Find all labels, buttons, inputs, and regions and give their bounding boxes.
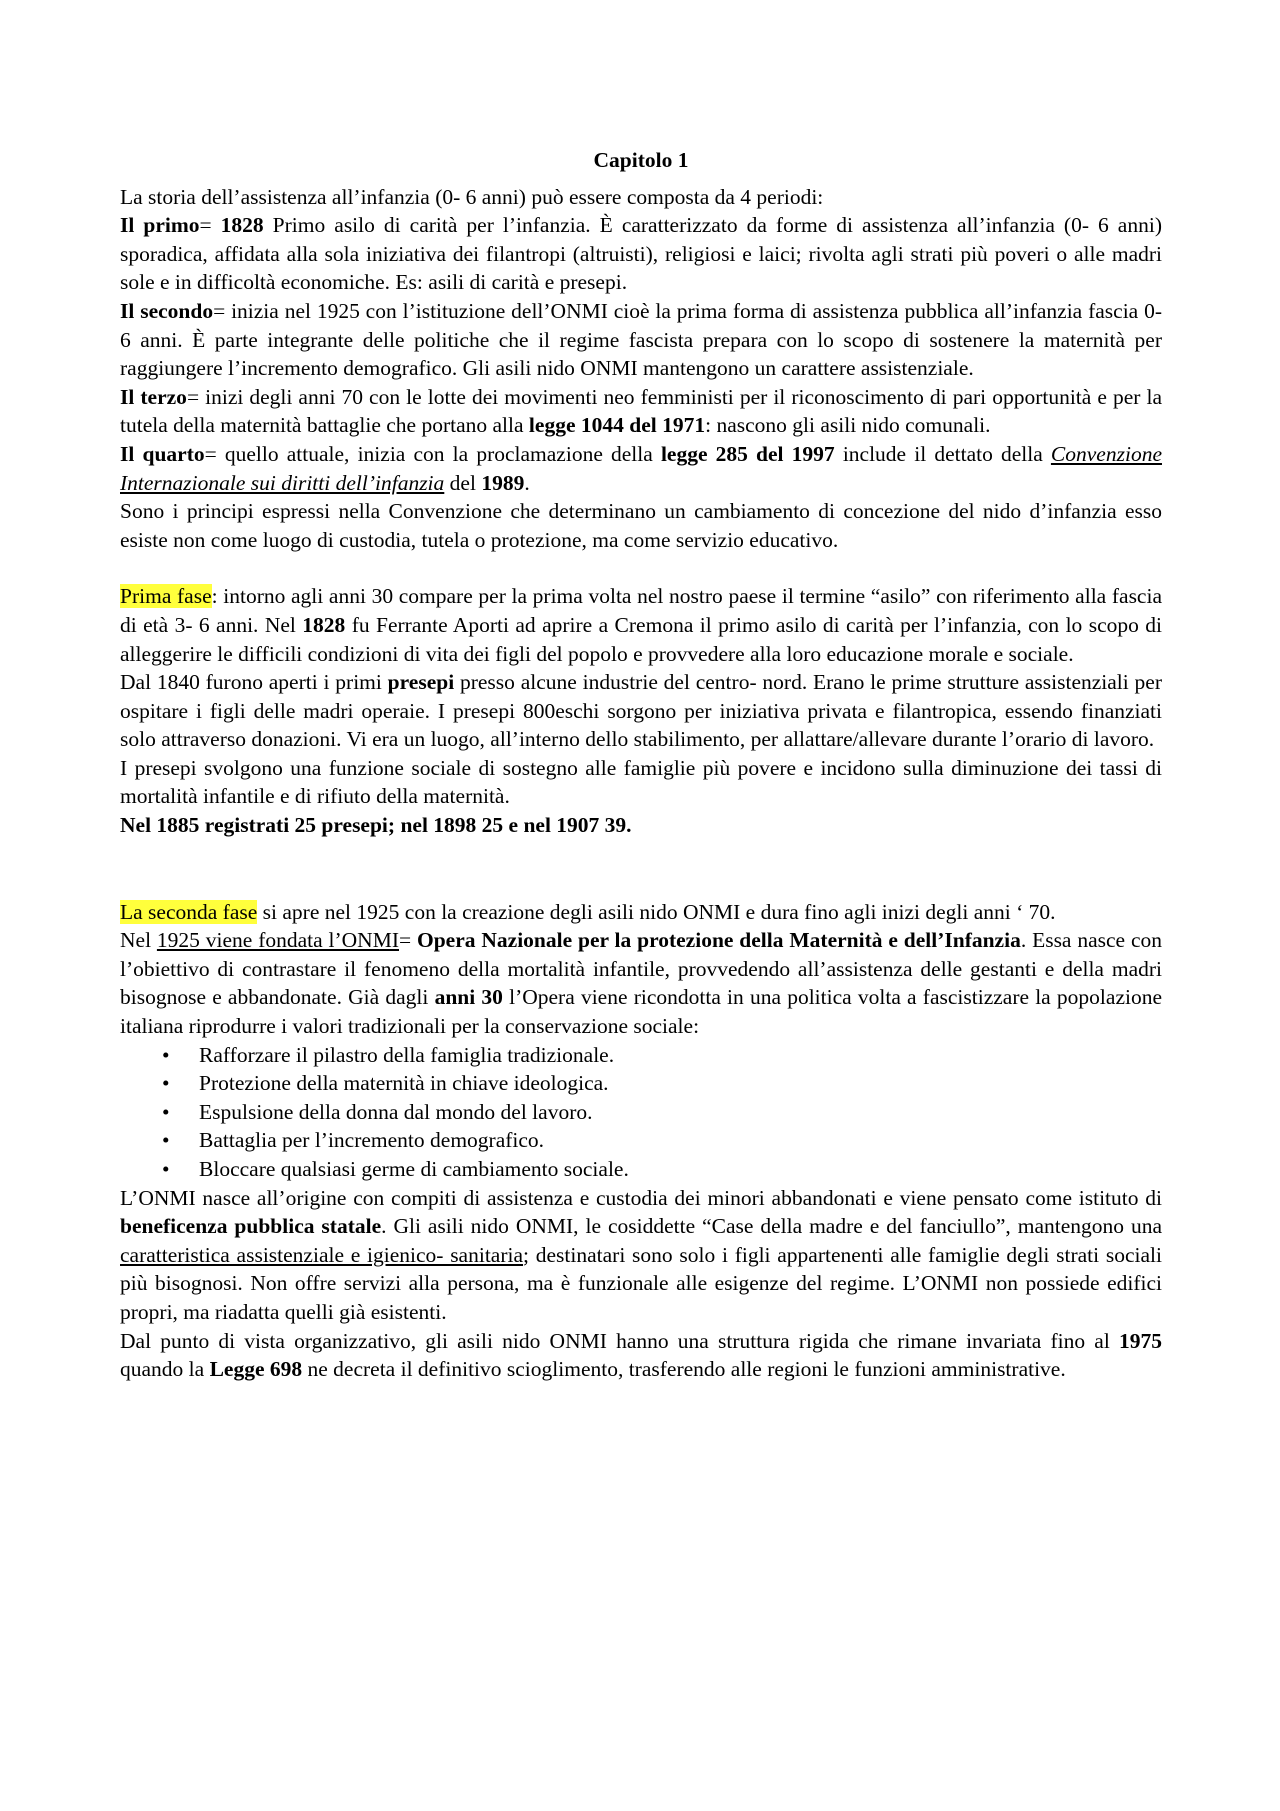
bullet-icon: • — [162, 1071, 170, 1096]
bullet-icon: • — [162, 1157, 170, 1181]
onmi-organization-paragraph: Dal punto di vista organizzativo, gli asili nido ONMI hanno una struttura rigida che rimane invariata fino al 1975 quando la Legge 698 ne decreta il definitivo scioglimento, trasferendo alle regioni le funzioni amministrative. — [120, 1328, 1162, 1382]
convention-principles-paragraph: Sono i principi espressi nella Convenzione che determinano un cambiamento di concezione del nido d’infanzia esso esiste non come luogo di custodia, tutela o protezione, ma come servizio educativo. — [120, 499, 1162, 552]
law-1044-1971: legge 1044 del 1971 — [528, 413, 706, 438]
phase-one-year: 1828 — [302, 612, 346, 637]
onmi-foundation-paragraph: Nel 1925 viene fondata l’ONMI= Opera Nazionale per la protezione della Maternità e dell’Infanzia. Essa nasce con l’obiettivo di contrastare il fenomeno della mortalità infantile, provvedendo all’assistenza delle gestanti e della madri bisognose e abbandonate. Già dagli anni 30 l’Opera viene ricondotta in una politica volta a fascistizzare la popolazione italiana riprodurre i valori tradizionali per la conservazione sociale: — [120, 928, 1162, 1039]
presepi-function-paragraph: I presepi svolgono una funzione sociale di sostegno alle famiglie più povere e incidono sulla diminuzione dei tassi di mortalità infantile e di rifiuto della maternità. — [120, 755, 1162, 809]
period-first-year: 1828 — [220, 213, 264, 238]
list-item: • Protezione della maternità in chiave ideologica. — [120, 1069, 1162, 1098]
period-fourth-label: Il quarto — [120, 441, 205, 466]
anni-30: anni 30 — [434, 985, 503, 1010]
convention-year: 1989 — [481, 470, 525, 495]
igienico-sanitaria-underline: caratteristica assistenziale e igienico- sanitaria — [120, 1242, 524, 1267]
period-fourth-paragraph: Il quarto= quello attuale, inizia con la proclamazione della legge 285 del 1997 include il dettato della Convenzione Internazionale sui diritti dell’infanzia del 1989. — [120, 441, 1162, 495]
law-698: Legge 698 — [209, 1357, 303, 1382]
chapter-title: Capitolo 1 — [593, 148, 689, 172]
phase-one-paragraph: Prima fase: intorno agli anni 30 compare per la prima volta nel nostro paese il termine “asilo” con riferimento alla fascia di età 3- 6 anni. Nel 1828 fu Ferrante Aporti ad aprire a Cremona il primo asilo di carità per l’infanzia, con lo scopo di alleggerire le difficili condizioni di vita dei figli del popolo e provvedere alla loro educazione morale e sociale. — [120, 584, 1162, 666]
list-item: • Battaglia per l’incremento demografico. — [120, 1126, 1162, 1155]
list-item: • Espulsione della donna dal mondo del lavoro. — [120, 1098, 1162, 1127]
law-285-1997: legge 285 del 1997 — [660, 441, 835, 466]
bullet-icon: • — [162, 1099, 170, 1124]
list-item: • Bloccare qualsiasi germe di cambiamento sociale. — [120, 1155, 1162, 1184]
presepi-statistics: Nel 1885 registrati 25 presepi; nel 1898 25 e nel 1907 39. — [120, 813, 632, 838]
year-1975: 1975 — [1119, 1328, 1162, 1353]
convention-title: Convenzione Internazionale sui diritti dell’infanzia — [120, 441, 1162, 495]
document-page — [120, 146, 1162, 1384]
period-third-label: Il terzo — [120, 384, 187, 409]
list-item: • Rafforzare il pilastro della famiglia tradizionale. — [120, 1041, 1162, 1070]
phase-one-label: Prima fase — [120, 584, 212, 609]
onmi-foundation-underline: 1925 viene fondata l’ONMI — [156, 928, 399, 953]
spacer — [120, 840, 1162, 898]
spacer — [120, 554, 1162, 582]
period-second-label: Il secondo — [120, 298, 214, 323]
presepi-term: presepi — [387, 670, 455, 695]
period-first-label: Il primo — [120, 213, 200, 238]
period-third-paragraph: Il terzo= inizi degli anni 70 con le lotte dei movimenti neo femministi per il riconoscimento di pari opportunità e per la tutela della maternità battaglie che portano alla legge 1044 del 1971: nascono gli asili nido comunali. — [120, 384, 1162, 438]
onmi-origin-paragraph: L’ONMI nasce all’origine con compiti di assistenza e custodia dei minori abbandonati e viene pensato come istituto di beneficenza pubblica statale. Gli asili nido ONMI, le cosiddette “Case della madre e del fanciullo”, mantengono una caratteristica assistenziale e igienico- sanitaria; destinatari sono solo i figli appartenenti alle famiglie degli strati sociali più bisognosi. Non offre servizi alla persona, ma è funzionale alle esigenze del regime. L’ONMI non possiede edifici propri, ma riadatta quelli già esistenti. — [120, 1185, 1162, 1324]
intro-paragraph: La storia dell’assistenza all’infanzia (0- 6 anni) può essere composta da 4 periodi: — [120, 184, 824, 209]
presepi-paragraph: Dal 1840 furono aperti i primi presepi presso alcune industrie del centro- nord. Erano le prime strutture assistenziali per ospitare i figli delle madri operaie. I presepi 800eschi sorgono per iniziativa privata e filantropica, essendo finanziati solo attraverso donazioni. Vi era un luogo, all’interno dello stabilimento, per allattare/allevare durante l’orario di lavoro. — [120, 670, 1162, 752]
period-first-paragraph: Il primo= 1828 Primo asilo di carità per l’infanzia. È caratterizzato da forme di assistenza all’infanzia (0- 6 anni) sporadica, affidata alla sola iniziativa dei filantropi (altruisti), religiosi e laici; rivolta agli strati più poveri o alle madri sole e in difficoltà economiche. Es: asili di carità e presepi. — [120, 213, 1162, 295]
onmi-values-list — [120, 1041, 1162, 1184]
onmi-full-name: Opera Nazionale per la protezione della Maternità e dell’Infanzia — [417, 928, 1021, 953]
phase-two-label: La seconda fase — [120, 899, 258, 924]
beneficenza-term: beneficenza pubblica statale — [120, 1214, 382, 1239]
bullet-icon: • — [162, 1128, 170, 1153]
bullet-icon: • — [162, 1042, 170, 1067]
period-second-paragraph: Il secondo= inizia nel 1925 con l’istituzione dell’ONMI cioè la prima forma di assistenza pubblica all’infanzia fascia 0- 6 anni. È parte integrante delle politiche che il regime fascista prepara con lo scopo di sostenere la maternità per raggiungere l’incremento demografico. Gli asili nido ONMI mantengono un carattere assistenziale. — [120, 298, 1162, 381]
phase-two-paragraph: La seconda fase si apre nel 1925 con la creazione degli asili nido ONMI e dura fino agli inizi degli anni ‘ 70. — [120, 899, 1056, 924]
